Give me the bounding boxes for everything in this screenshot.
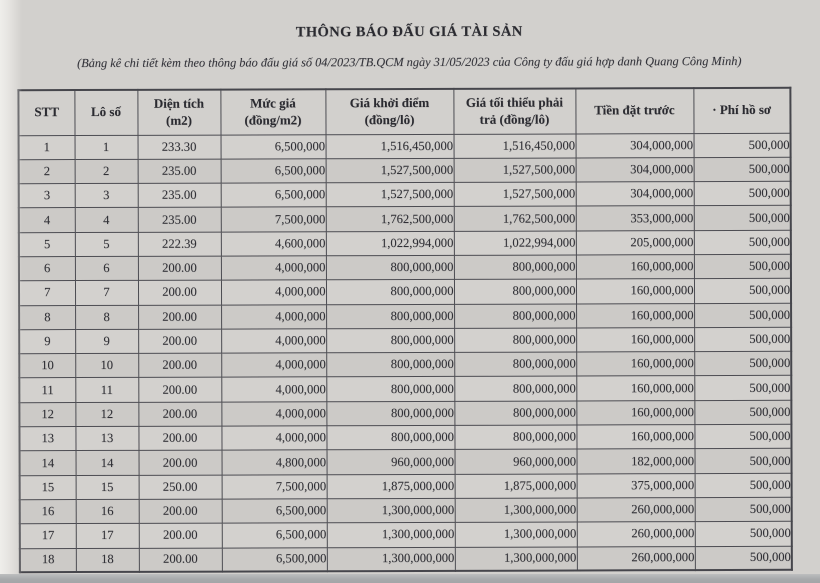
table-cell: 14 — [20, 451, 76, 475]
table-cell: 15 — [20, 475, 76, 499]
table-cell: 500,000 — [695, 449, 792, 474]
table-cell: 1,300,000,000 — [327, 523, 455, 548]
table-cell: 4,000,000 — [221, 256, 326, 281]
table-cell: 960,000,000 — [455, 449, 577, 474]
table-cell: 4 — [19, 208, 75, 232]
table-cell: 8 — [75, 305, 138, 329]
table-cell: 2 — [75, 159, 138, 183]
table-cell: 200.00 — [139, 450, 222, 475]
table-cell: 1 — [75, 135, 138, 159]
table-cell: 8 — [19, 305, 75, 329]
table-row — [19, 327, 791, 354]
table-cell: 6,500,000 — [221, 134, 326, 159]
table-cell: 800,000,000 — [326, 304, 454, 329]
table-cell: 260,000,000 — [577, 498, 695, 523]
table-cell: 13 — [19, 427, 75, 451]
table-cell: 6 — [75, 256, 138, 280]
table-cell: 160,000,000 — [576, 352, 694, 377]
table-cell: 250.00 — [139, 475, 222, 500]
table-cell: 500,000 — [695, 497, 792, 522]
table-cell: 500,000 — [694, 254, 791, 279]
table-cell: 160,000,000 — [576, 400, 694, 425]
table-cell: 9 — [19, 329, 75, 353]
document-title: THÔNG BÁO ĐẤU GIÁ TÀI SẢN — [295, 23, 523, 41]
table-cell: 6 — [19, 257, 75, 281]
table-cell: 7 — [75, 281, 138, 305]
table-cell: 6,500,000 — [222, 523, 327, 548]
table-cell: 17 — [20, 524, 76, 548]
table-cell: 160,000,000 — [576, 255, 694, 280]
table-cell: 800,000,000 — [454, 352, 576, 377]
table-row — [19, 157, 791, 184]
table-cell: 200.00 — [138, 378, 221, 403]
table-cell: 7,500,000 — [222, 474, 327, 499]
table-cell: 12 — [75, 402, 138, 426]
table-cell: 18 — [20, 548, 76, 572]
auction-table — [17, 87, 793, 574]
table-cell: 500,000 — [695, 522, 792, 547]
table-cell: 500,000 — [694, 424, 791, 449]
table-cell: 500,000 — [694, 376, 791, 401]
table-cell: 1,762,500,000 — [454, 206, 576, 231]
table-cell: 1,022,994,000 — [454, 231, 576, 256]
table-cell: 235.00 — [138, 159, 221, 184]
table-row — [20, 449, 792, 476]
table-row — [20, 497, 792, 524]
table-cell: 10 — [75, 354, 138, 378]
table-cell: 160,000,000 — [576, 303, 694, 328]
table-cell: 200.00 — [139, 523, 222, 548]
table-cell: 500,000 — [694, 133, 791, 158]
table-header-row — [18, 88, 790, 135]
table-cell: 1,516,450,000 — [326, 134, 454, 159]
table-cell: 800,000,000 — [326, 353, 454, 378]
table-cell: 160,000,000 — [576, 327, 694, 352]
table-cell: 800,000,000 — [454, 401, 576, 426]
table-cell: 4,000,000 — [221, 426, 326, 451]
table-cell: 160,000,000 — [576, 376, 694, 401]
table-cell: 800,000,000 — [454, 425, 576, 450]
table-row — [19, 351, 791, 378]
table-row — [19, 230, 791, 257]
table-cell: 1,527,500,000 — [454, 158, 576, 183]
table-cell: 800,000,000 — [326, 401, 454, 426]
table-cell: 6,500,000 — [222, 499, 327, 524]
table-cell: 800,000,000 — [454, 328, 576, 353]
table-cell: 17 — [76, 524, 139, 548]
table-cell: 222.39 — [138, 232, 221, 257]
table-cell: 200.00 — [138, 280, 221, 305]
table-cell: 160,000,000 — [576, 279, 694, 304]
table-cell: 800,000,000 — [326, 255, 454, 280]
table-cell: 3 — [75, 183, 138, 207]
table-cell: 500,000 — [694, 351, 791, 376]
table-cell: 4,800,000 — [222, 450, 327, 475]
table-cell: 800,000,000 — [454, 255, 576, 280]
table-cell: 200.00 — [138, 256, 221, 281]
table-cell: 1,022,994,000 — [326, 231, 454, 256]
table-cell: 235.00 — [138, 207, 221, 232]
table-row — [19, 254, 791, 281]
column-header: Tiền đặt trước — [575, 88, 693, 133]
table-cell: 4,000,000 — [221, 304, 326, 329]
table-cell: 800,000,000 — [326, 425, 454, 450]
table-row — [20, 546, 792, 573]
table-cell: 1,527,500,000 — [326, 182, 454, 207]
table-cell: 11 — [19, 378, 75, 402]
table-cell: 205,000,000 — [576, 230, 694, 255]
table-cell: 4,000,000 — [221, 329, 326, 354]
table-cell: 235.00 — [138, 183, 221, 208]
table-cell: 15 — [76, 475, 139, 499]
table-cell: 10 — [19, 354, 75, 378]
table-cell: 1,875,000,000 — [455, 474, 577, 499]
table-cell: 375,000,000 — [577, 473, 695, 498]
table-cell: 5 — [75, 232, 138, 256]
table-row — [19, 206, 791, 233]
table-cell: 500,000 — [694, 303, 791, 328]
table-cell: 500,000 — [695, 473, 792, 498]
table-cell: 304,000,000 — [576, 133, 694, 158]
table-cell: 800,000,000 — [454, 279, 576, 304]
table-cell: 1,300,000,000 — [327, 547, 455, 572]
column-header: STT — [18, 90, 74, 135]
table-row — [19, 133, 791, 160]
table-row — [19, 279, 791, 306]
table-row — [20, 522, 792, 549]
table-cell: 500,000 — [694, 206, 791, 231]
column-header: Giá khởi điểm (đồng/lô) — [325, 89, 453, 134]
table-cell: 4,600,000 — [221, 231, 326, 256]
table-row — [19, 376, 791, 403]
table-cell: 6,500,000 — [221, 183, 326, 208]
table-cell: 11 — [75, 378, 138, 402]
table-cell: 13 — [75, 426, 138, 450]
table-row — [19, 400, 791, 427]
table-cell: 160,000,000 — [576, 425, 694, 450]
column-header: Diện tích (m2) — [137, 90, 220, 135]
table-cell: 304,000,000 — [576, 182, 694, 207]
table-cell: 500,000 — [694, 327, 791, 352]
table-cell: 500,000 — [694, 279, 791, 304]
table-cell: 4,000,000 — [221, 353, 326, 378]
table-cell: 4,000,000 — [221, 402, 326, 427]
table-cell: 16 — [20, 500, 76, 524]
table-cell: 5 — [19, 232, 75, 256]
table-cell: 14 — [76, 451, 139, 475]
table-cell: 182,000,000 — [577, 449, 695, 474]
table-cell: 7,500,000 — [221, 207, 326, 232]
table-cell: 260,000,000 — [577, 546, 695, 571]
table-cell: 200.00 — [138, 305, 221, 330]
table-cell: 12 — [19, 402, 75, 426]
table-cell: 7 — [19, 281, 75, 305]
table-cell: 6,500,000 — [221, 159, 326, 184]
table-cell: 4,000,000 — [221, 377, 326, 402]
table-row — [19, 181, 791, 208]
scan-bottom-edge — [0, 574, 820, 583]
table-cell: 1,516,450,000 — [454, 133, 576, 158]
table-row — [19, 424, 791, 451]
table-cell: 1 — [19, 135, 75, 159]
table-cell: 304,000,000 — [576, 157, 694, 182]
table-cell: 1,300,000,000 — [455, 547, 577, 572]
table-cell: 200.00 — [139, 499, 222, 524]
column-header: Giá tối thiểu phải trả (đồng/lô) — [453, 88, 575, 133]
table-cell: 18 — [76, 548, 139, 572]
table-cell: 1,762,500,000 — [326, 207, 454, 232]
table-cell: 4 — [75, 208, 138, 232]
column-header: · Phí hồ sơ — [693, 88, 790, 133]
table-cell: 200.00 — [138, 353, 221, 378]
table-cell: 200.00 — [138, 402, 221, 427]
table-cell: 1,527,500,000 — [326, 158, 454, 183]
table-cell: 500,000 — [694, 400, 791, 425]
table-cell: 233.30 — [138, 135, 221, 160]
table-cell: 800,000,000 — [326, 328, 454, 353]
table-cell: 200.00 — [139, 548, 222, 573]
table-cell: 960,000,000 — [327, 450, 455, 475]
table-cell: 1,300,000,000 — [327, 498, 455, 523]
table-cell: 9 — [75, 329, 138, 353]
table-cell: 4,000,000 — [221, 280, 326, 305]
table-row — [20, 473, 792, 500]
column-header: Lô số — [74, 90, 137, 135]
table-cell: 260,000,000 — [577, 522, 695, 547]
table-cell: 800,000,000 — [454, 304, 576, 329]
table-cell: 800,000,000 — [326, 280, 454, 305]
table-cell: 353,000,000 — [576, 206, 694, 231]
document-subtitle: (Bảng kê chi tiết kèm theo thông báo đấu giá số 04/2023/TB.QCM ngày 31/05/2023 của Công ty đấu giá hợp danh Quang Công Minh) — [77, 53, 742, 71]
table-cell: 1,527,500,000 — [454, 182, 576, 207]
table-cell: 3 — [19, 184, 75, 208]
table-cell: 1,300,000,000 — [455, 522, 577, 547]
column-header: Mức giá (đồng/m2) — [220, 89, 325, 134]
table-cell: 200.00 — [138, 329, 221, 354]
table-cell: 500,000 — [694, 230, 791, 255]
table-cell: 6,500,000 — [222, 547, 327, 572]
table-cell: 1,875,000,000 — [327, 474, 455, 499]
table-cell: 500,000 — [695, 546, 792, 571]
table-cell: 16 — [76, 499, 139, 523]
table-row — [19, 303, 791, 330]
table-cell: 200.00 — [138, 426, 221, 451]
table-cell: 800,000,000 — [326, 377, 454, 402]
table-cell: 800,000,000 — [454, 376, 576, 401]
table-cell: 1,300,000,000 — [455, 498, 577, 523]
table-cell: 500,000 — [694, 157, 791, 182]
table-cell: 2 — [19, 159, 75, 183]
table-cell: 500,000 — [694, 181, 791, 206]
